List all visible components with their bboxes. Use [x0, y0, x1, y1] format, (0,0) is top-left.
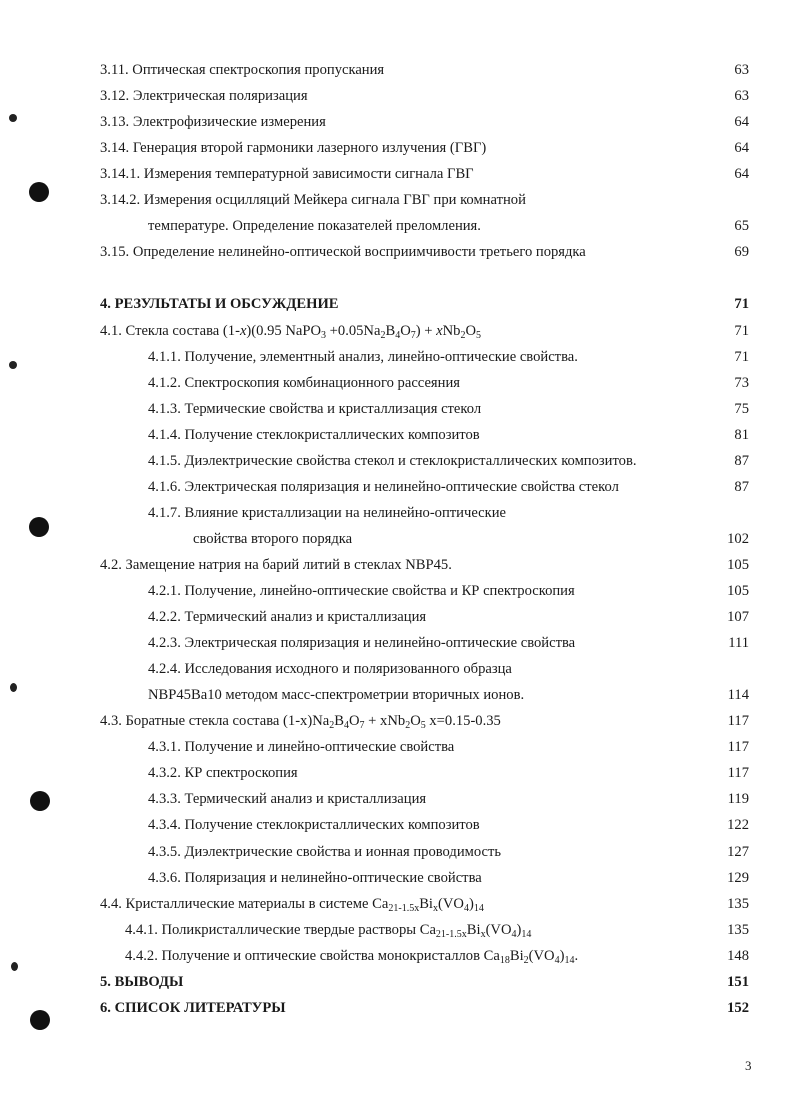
toc-entry-page: 63: [734, 62, 749, 78]
binder-hole: [30, 791, 50, 811]
title-segment: (VO: [528, 947, 555, 964]
toc-entry-title: [100, 320, 481, 342]
toc-entry: [0, 893, 792, 915]
title-segment: 7: [359, 720, 365, 732]
toc-entry: [0, 684, 792, 706]
toc-entry-page: 65: [734, 218, 749, 235]
toc-entry-title: [148, 398, 481, 420]
title-segment: 3: [321, 329, 327, 341]
toc-entry: [0, 606, 792, 628]
toc-entry: [0, 814, 792, 836]
title-segment: 3.14.1. Измерения температурной зависимости сигнала ГВГ: [100, 166, 474, 183]
title-segment: 4.2.2. Термический анализ и кристаллизация: [148, 609, 427, 626]
toc-entry: [0, 424, 792, 446]
toc-entry-page: 81: [734, 426, 749, 443]
title-segment: x: [480, 928, 486, 940]
toc-entry: [0, 919, 792, 941]
title-segment: 3.13. Электрофизические измерения: [100, 114, 326, 131]
title-segment: 4.1.7. Влияние кристаллизации на нелинейно-оптические: [148, 504, 507, 521]
title-segment: 4.3.5. Диэлектрические свойства и ионная проводимость: [148, 843, 502, 860]
toc-entry-title: [125, 919, 531, 941]
toc-entry-title: [100, 997, 286, 1019]
toc-entry-page: 152: [727, 999, 749, 1016]
toc-entry-title: [148, 658, 512, 680]
title-segment: B: [334, 713, 344, 730]
toc-entry-page: 73: [734, 374, 749, 391]
scan-mark: [10, 683, 17, 692]
title-segment: 4.1.6. Электрическая поляризация и нелинейно-оптические свойства стекол: [148, 478, 619, 495]
title-segment: 7: [410, 329, 416, 341]
toc-entry-title: [100, 189, 526, 211]
toc-entry: [0, 241, 792, 263]
toc-entry-title: [125, 945, 578, 967]
toc-entry-page: 151: [727, 973, 749, 990]
toc-entry-title: [193, 528, 352, 550]
title-segment: 4.4.1. Поликристаллические твердые растворы Ca: [125, 921, 436, 938]
toc-entry-title: [148, 814, 480, 836]
toc-entry-page: 71: [734, 322, 749, 339]
title-segment: x: [433, 902, 438, 914]
title-segment: 2: [329, 720, 335, 732]
title-segment: (VO: [485, 921, 512, 938]
title-segment: x: [436, 322, 443, 339]
title-segment: 14: [521, 928, 532, 940]
toc-entry: [0, 137, 792, 159]
toc-entry: [0, 372, 792, 394]
toc-entry-page: 87: [734, 452, 749, 469]
toc-entry-page: 148: [727, 947, 749, 964]
title-segment: 21-1.5x: [435, 928, 467, 940]
title-segment: 4.1. Стекла состава (1-: [100, 322, 240, 339]
title-segment: ): [468, 895, 474, 912]
toc-entry: [0, 163, 792, 185]
title-segment: 6. СПИСОК ЛИТЕРАТУРЫ: [100, 999, 286, 1016]
title-segment: B: [385, 322, 396, 339]
title-segment: 3.14.2. Измерения осцилляций Мейкера сигнала ГВГ при комнатной: [100, 192, 526, 209]
title-segment: Bi: [509, 947, 524, 964]
title-segment: ) +: [415, 322, 437, 339]
title-segment: 14: [564, 954, 575, 966]
toc-entry-page: 117: [727, 713, 749, 730]
toc-entry: [0, 632, 792, 654]
page-number: 3: [745, 1058, 752, 1073]
toc-entry: [0, 580, 792, 602]
toc-entry-page: 135: [727, 921, 749, 938]
toc-entry-title: [100, 111, 326, 133]
toc-entry: [0, 867, 792, 889]
title-segment: температуре. Определение показателей преломления.: [148, 218, 481, 235]
title-segment: 4.3.2. КР спектроскопия: [148, 765, 298, 782]
toc-entry-title: [148, 450, 637, 472]
toc-entry-page: 117: [727, 765, 749, 782]
scan-mark: [9, 361, 17, 369]
toc-entry-page: 102: [727, 530, 749, 547]
toc-entry-title: [148, 372, 460, 394]
title-segment: O: [410, 713, 421, 730]
toc-entry-page: 69: [734, 244, 749, 261]
title-segment: 4.1.2. Спектроскопия комбинационного рассеяния: [148, 374, 460, 391]
toc-entry-page: 64: [734, 166, 749, 183]
toc-entry: [0, 710, 792, 732]
toc-entry: [0, 398, 792, 420]
toc-entry: [0, 215, 792, 237]
toc-entry-page: 105: [727, 556, 749, 573]
toc-entry: [0, 85, 792, 107]
title-segment: 4.2.4. Исследования исходного и поляризованного образца: [148, 661, 512, 678]
title-segment: 3.14. Генерация второй гармоники лазерного излучения (ГВГ): [100, 140, 487, 157]
toc-entry-title: [100, 137, 486, 159]
title-segment: +0.05Na: [326, 322, 381, 339]
toc-entry-title: [148, 736, 454, 758]
title-segment: 5. ВЫВОДЫ: [100, 973, 184, 990]
toc-entry-page: 75: [734, 400, 749, 417]
title-segment: 4.1.4. Получение стеклокристаллических композитов: [148, 426, 480, 443]
title-segment: ): [516, 921, 522, 938]
title-segment: O: [348, 713, 360, 730]
title-segment: 4.2.3. Электрическая поляризация и нелинейно-оптические свойства: [148, 635, 576, 652]
title-segment: 4.1.1. Получение, элементный анализ, линейно-оптические свойства.: [148, 348, 578, 365]
title-segment: 4.1.5. Диэлектрические свойства стекол и стеклокристаллических композитов.: [148, 452, 637, 469]
title-segment: 4.3. Боратные стекла состава (1-x)Na: [100, 713, 330, 730]
toc-entry-title: [100, 893, 484, 915]
toc-entry: [0, 841, 792, 863]
toc-entry: [0, 788, 792, 810]
toc-entry-page: 107: [727, 609, 749, 626]
toc-entry-title: [100, 710, 501, 732]
toc-entry-title: [148, 632, 575, 654]
toc-entry-title: [148, 841, 501, 863]
title-segment: 2: [380, 329, 386, 341]
toc-entry-page: 119: [727, 791, 749, 808]
title-segment: 21-1.5x: [388, 902, 420, 914]
title-segment: 2: [523, 954, 529, 966]
toc-entry: [0, 346, 792, 368]
title-segment: + xNb: [364, 713, 406, 730]
toc-entry: [0, 762, 792, 784]
toc-entry-page: 127: [727, 843, 749, 860]
toc-entry: [0, 189, 792, 211]
title-segment: 4.3.4. Получение стеклокристаллических композитов: [148, 817, 480, 834]
title-segment: 2: [405, 720, 411, 732]
title-segment: 4: [511, 928, 517, 940]
toc-entry-title: [148, 580, 575, 602]
toc-entry-title: [100, 293, 339, 315]
title-segment: 2: [460, 329, 466, 341]
title-segment: 3.12. Электрическая поляризация: [100, 88, 308, 105]
toc-entry: [0, 554, 792, 576]
title-segment: 4: [395, 329, 401, 341]
toc-entry-page: 64: [734, 114, 749, 131]
title-segment: 3.15. Определение нелинейно-оптической восприимчивости третьего порядка: [100, 244, 586, 261]
toc-entry-title: [148, 684, 524, 706]
title-segment: NBP45Ba10 методом масс-спектрометрии вторичных ионов.: [148, 687, 525, 704]
toc-entry-page: 87: [734, 478, 749, 495]
toc-entry-page: 71: [734, 296, 749, 313]
binder-hole: [29, 182, 49, 202]
title-segment: Bi: [466, 921, 481, 938]
title-segment: (VO: [438, 895, 464, 912]
toc-entry-title: [100, 163, 474, 185]
title-segment: 4.2. Замещение натрия на барий литий в стеклах NBP45.: [100, 556, 452, 573]
scan-mark: [9, 114, 17, 122]
toc-entry: [0, 971, 792, 993]
title-segment: x=0.15-0.35: [425, 713, 501, 730]
toc-entry-page: 63: [734, 88, 749, 105]
title-segment: 5: [476, 329, 481, 341]
toc-entry-title: [148, 606, 426, 628]
toc-entry-page: 122: [727, 817, 749, 834]
toc-entry: [0, 293, 792, 315]
title-segment: 4.3.6. Поляризация и нелинейно-оптические свойства: [148, 869, 482, 886]
title-segment: 3.11. Оптическая спектроскопия пропускания: [100, 62, 385, 78]
title-segment: x: [239, 322, 247, 339]
toc-entry-page: 105: [727, 583, 749, 599]
binder-hole: [29, 517, 49, 537]
title-segment: 14: [473, 902, 484, 914]
toc-entry-title: [148, 215, 481, 237]
toc-entry-page: 135: [727, 895, 749, 912]
toc-entry: [0, 450, 792, 472]
toc-entry: [0, 945, 792, 967]
toc-entry-title: [100, 59, 384, 81]
title-segment: 4: [554, 954, 560, 966]
toc-entry: [0, 111, 792, 133]
toc-entry: [0, 476, 792, 498]
toc-entry: [0, 320, 792, 342]
title-segment: свойства второго порядка: [193, 530, 353, 547]
title-segment: 4.2.1. Получение, линейно-оптические свойства и КР спектроскопия: [148, 583, 575, 599]
title-segment: 4.4.2. Получение и оптические свойства монокристаллов Ca: [125, 947, 500, 964]
toc-entry-page: 111: [728, 635, 749, 652]
title-segment: Nb: [442, 322, 461, 339]
title-segment: 4. РЕЗУЛЬТАТЫ И ОБСУЖДЕНИЕ: [100, 296, 339, 313]
toc-entry-page: 71: [734, 348, 749, 365]
toc-entry-page: 64: [734, 140, 749, 157]
toc-entry: [0, 736, 792, 758]
toc-entry-title: [100, 971, 183, 993]
title-segment: O: [465, 322, 476, 339]
toc-entry-title: [100, 554, 452, 576]
title-segment: 18: [499, 954, 510, 966]
binder-hole: [30, 1010, 50, 1030]
title-segment: .: [574, 947, 579, 964]
title-segment: 4.3.3. Термический анализ и кристаллизация: [148, 791, 427, 808]
title-segment: 4: [463, 902, 469, 914]
toc-entry-title: [148, 502, 506, 524]
title-segment: 5: [420, 720, 426, 732]
toc-entry-title: [148, 762, 298, 784]
title-segment: 4.3.1. Получение и линейно-оптические свойства: [148, 739, 455, 756]
title-segment: 4.1.3. Термические свойства и кристаллизация стекол: [148, 400, 482, 417]
toc-entry: [0, 658, 792, 680]
toc-entry: [0, 528, 792, 550]
title-segment: Bi: [419, 895, 433, 912]
toc-entry-title: [148, 788, 426, 810]
title-segment: )(0.95 NaPO: [246, 322, 322, 339]
toc-entry-page: 117: [727, 739, 749, 756]
toc-entry-title: [100, 85, 308, 107]
toc-entry-title: [100, 241, 586, 263]
toc-entry-title: [148, 476, 619, 498]
toc-entry-title: [148, 424, 480, 446]
toc-entry-title: [148, 867, 482, 889]
toc-entry: [0, 59, 792, 81]
title-segment: 4.4. Кристаллические материалы в системе Ca: [100, 895, 389, 912]
scan-mark: [11, 962, 18, 971]
toc-entry: [0, 997, 792, 1019]
toc-entry-page: 114: [727, 687, 749, 704]
title-segment: 4: [343, 720, 349, 732]
toc-entry: [0, 502, 792, 524]
title-segment: O: [400, 322, 411, 339]
toc-entry-title: [148, 346, 578, 368]
toc-entry-page: 129: [727, 869, 749, 886]
title-segment: ): [559, 947, 565, 964]
